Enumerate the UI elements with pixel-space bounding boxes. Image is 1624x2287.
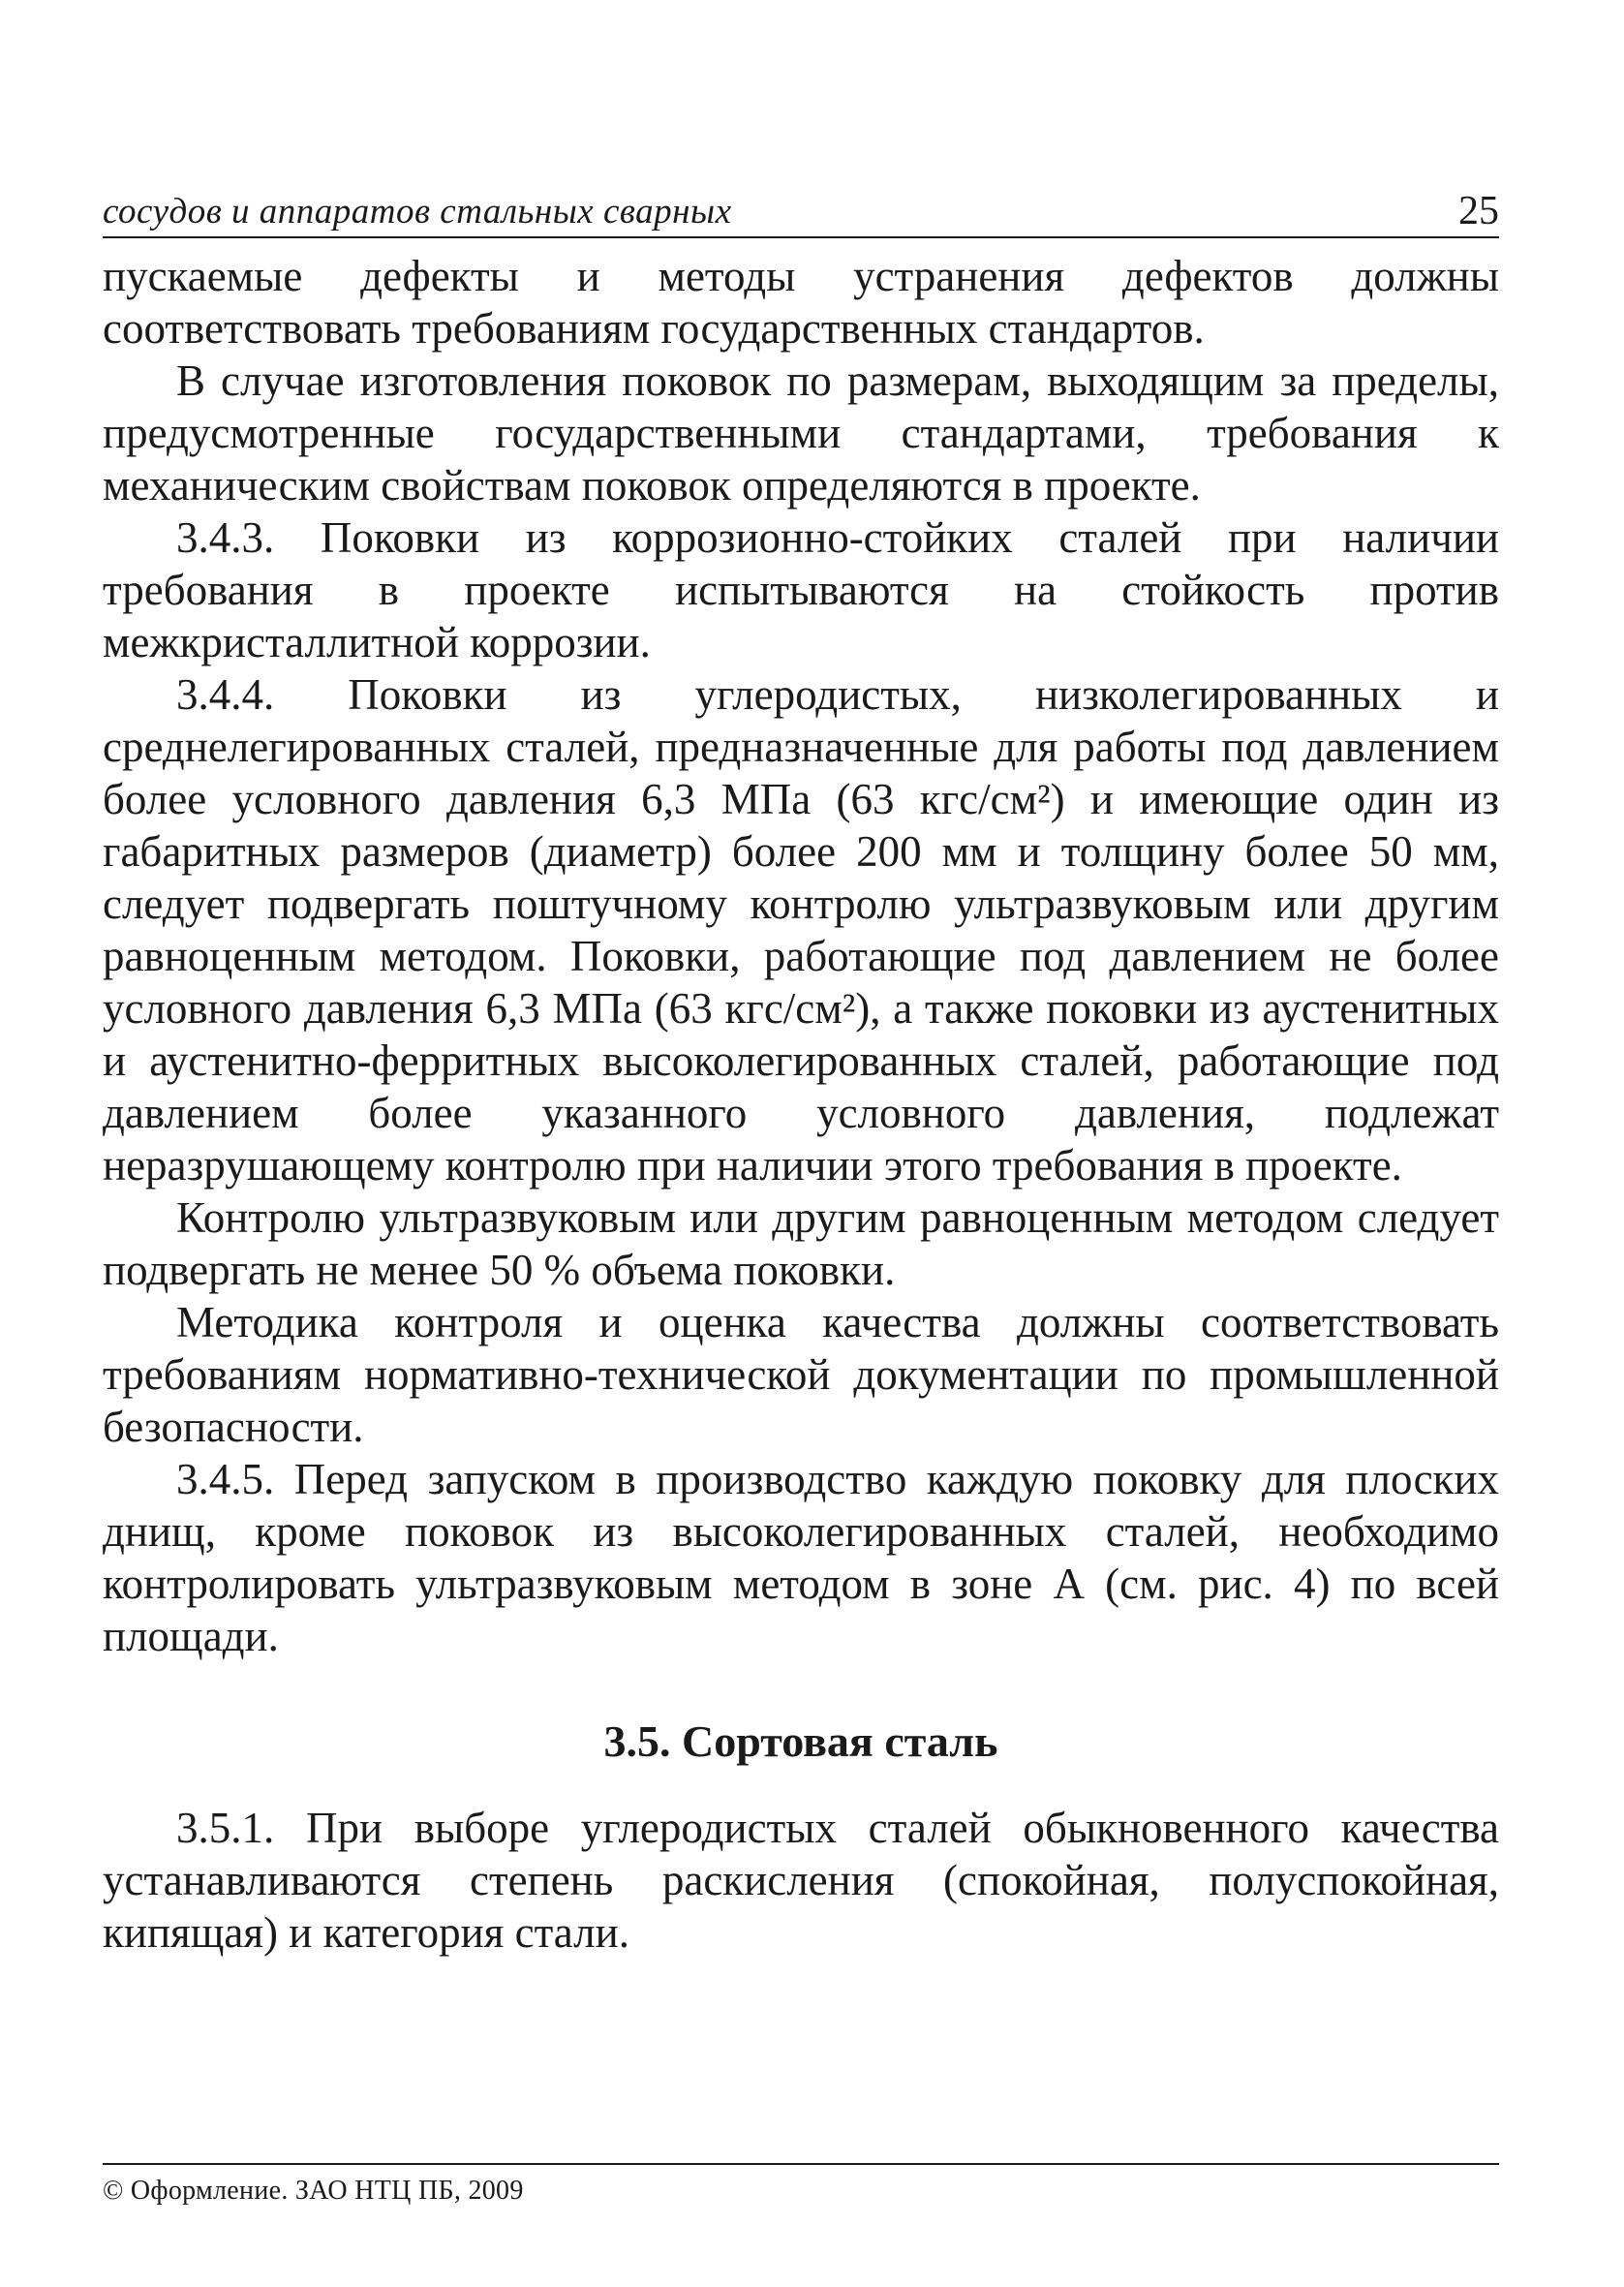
- paragraph-3-4-4: 3.4.4. Поковки из углеродистых, низколегированных и среднелегированных сталей, предназначенные для работы под давлением более условного давления 6,3 МПа (63 кгс/см²) и имеющие один из габаритных размеров (диаметр) более 200 мм и толщину более 50 мм, следует подвергать поштучному контролю ультразвуковым или другим равноценным методом. Поковки, работающие под давлением не более условного давления 6,3 МПа (63 кгс/см²), а также поковки из аустенитных и аустенитно-ферритных высоколегированных сталей, работающие под давлением более указанного условного давления, подлежат неразрушающему контролю при наличии этого требования в проекте.: [103, 670, 1499, 1190]
- paragraph: Контролю ультразвуковым или другим равноценным методом следует подвергать не менее 50 % объема поковки.: [103, 1193, 1499, 1294]
- body-text: [103, 250, 1499, 1959]
- paragraph-3-4-3: 3.4.3. Поковки из коррозионно-стойких сталей при наличии требования в проекте испытываются на стойкость против межкристаллитной коррозии.: [103, 513, 1499, 666]
- running-header: [103, 190, 1499, 238]
- paragraph-continuation: пускаемые дефекты и методы устранения дефектов должны соответствовать требованиям государственных стандартов.: [103, 252, 1499, 353]
- footer-copyright: © Оформление. ЗАО НТЦ ПБ, 2009: [103, 2176, 524, 2206]
- paragraph: Методика контроля и оценка качества должны соответствовать требованиям нормативно-технической документации по промышленной безопасности.: [103, 1298, 1499, 1451]
- section-heading: 3.5. Сортовая сталь: [603, 1716, 998, 1766]
- paragraph-3-5-1: 3.5.1. При выборе углеродистых сталей обыкновенного качества устанавливаются степень раскисления (спокойная, полуспокойная, кипящая) и категория стали.: [103, 1804, 1499, 1957]
- footer-divider: [103, 2163, 1499, 2165]
- paragraph: В случае изготовления поковок по размерам, выходящим за пределы, предусмотренные государственными стандартами, требования к механическим свойствам поковок определяются в проекте.: [103, 356, 1499, 510]
- paragraph-3-4-5: 3.4.5. Перед запуском в производство каждую поковку для плоских днищ, кроме поковок из высоколегированных сталей, необходимо контролировать ультразвуковым методом в зоне А (см. рис. 4) по всей площади.: [103, 1455, 1499, 1660]
- running-title: сосудов и аппаратов стальных сварных: [103, 192, 732, 232]
- page-number: 25: [1458, 189, 1499, 233]
